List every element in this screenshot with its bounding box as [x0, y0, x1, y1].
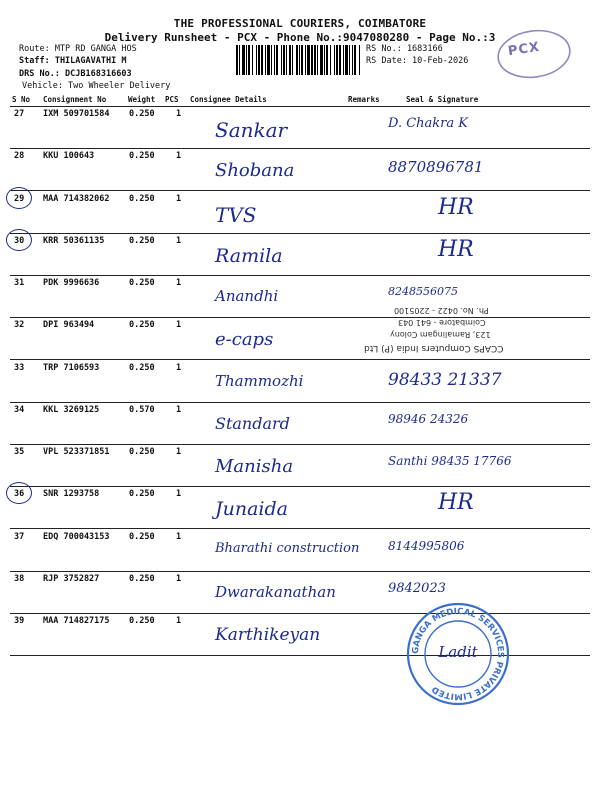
cell-consignment-no: EDQ 700043153 [43, 531, 110, 542]
consignee-handwriting: Dwarakanathan [215, 582, 336, 601]
consignee-handwriting: Thammozhi [215, 371, 304, 390]
cell-weight: 0.250 [129, 109, 155, 119]
col-consignee: Consignee Details [190, 95, 267, 104]
drs-number: DRS No.: DCJB168316603 [19, 69, 132, 79]
rs-number: RS No.: 1683166 [366, 44, 443, 54]
svg-text:GANGA MEDICAL SERVICES PRIVATE: GANGA MEDICAL SERVICES PRIVATE LIMITED [410, 606, 506, 702]
consignee-handwriting: Anandhi [215, 287, 279, 305]
cell-pcs: 1 [176, 193, 182, 204]
cell-consignment-no: IXM 509701584 [43, 109, 110, 119]
table-row [10, 444, 590, 487]
cell-consignment-no: MAA 714382062 [43, 193, 110, 204]
signature-handwriting: D. Chakra K [388, 116, 468, 131]
route-label: Route: MTP RD GANGA HOS [19, 44, 137, 54]
consignee-handwriting: Standard [215, 413, 290, 433]
cell-weight: 0.250 [129, 362, 155, 373]
table-header [10, 92, 590, 107]
ccaps-line-3: Coimbatore - 641 043 [398, 318, 486, 327]
cell-pcs: 1 [176, 489, 182, 500]
cell-weight: 0.250 [129, 193, 155, 204]
consignee-handwriting: Sankar [215, 118, 288, 142]
cell-consignment-no: VPL 523371851 [43, 447, 110, 457]
cell-sno: 29 [14, 193, 25, 204]
signature-handwriting: HR [438, 236, 474, 262]
signature-handwriting: 98946 24326 [388, 411, 469, 426]
vehicle-label: Vehicle: Two Wheeler Delivery [22, 81, 171, 91]
ccaps-line-2: 123, Ramalingam Colony [390, 330, 491, 339]
cell-sno: 34 [14, 404, 25, 415]
cell-sno: 31 [14, 278, 25, 288]
ccaps-stamp [364, 302, 564, 382]
table-row [10, 106, 590, 149]
cell-weight: 0.570 [129, 404, 155, 415]
table-row [10, 148, 590, 191]
barcode-icon [236, 45, 361, 75]
cell-pcs: 1 [176, 362, 182, 373]
company-seal-icon [404, 600, 512, 708]
signature-handwriting: Santhi 98435 17766 [388, 454, 512, 468]
cell-pcs: 1 [176, 404, 182, 415]
cell-consignment-no: SNR 1293758 [43, 489, 100, 500]
consignee-handwriting: Junaida [215, 498, 288, 521]
cell-consignment-no: RJP 3752827 [43, 573, 100, 584]
cell-consignment-no: KRR 50361135 [43, 235, 105, 246]
cell-sno: 36 [14, 489, 25, 500]
cell-consignment-no: TRP 7106593 [43, 362, 100, 373]
table-row [10, 191, 590, 234]
runsheet-subtitle: Delivery Runsheet - PCX - Phone No.:9047080280 - Page No.:3 [104, 31, 496, 44]
rs-date: RS Date: 10-Feb-2026 [366, 56, 469, 66]
cell-weight: 0.250 [129, 235, 155, 246]
col-consignment: Consignment No [43, 95, 107, 104]
cell-pcs: 1 [176, 320, 182, 331]
consignee-handwriting: Bharathi construction [215, 540, 360, 556]
signature-handwriting: 8870896781 [388, 158, 484, 177]
col-seal-signature: Seal & Signature [406, 95, 479, 104]
cell-weight: 0.250 [129, 531, 155, 542]
company-title: THE PROFESSIONAL COURIERS, COIMBATORE [173, 17, 427, 30]
consignee-handwriting: Ramila [215, 244, 283, 267]
cell-pcs: 1 [176, 447, 182, 457]
table-row [10, 529, 590, 572]
cell-weight: 0.250 [129, 573, 155, 584]
pcx-stamp-text: PCX [507, 39, 541, 60]
ccaps-line-4: Ph. No. 0422 - 2205100 [394, 306, 489, 315]
cell-consignment-no: KKL 3269125 [43, 404, 100, 415]
cell-pcs: 1 [176, 531, 182, 542]
signature-handwriting: 98433 21337 [388, 369, 502, 390]
cell-sno: 27 [14, 109, 25, 119]
cell-pcs: 1 [176, 278, 182, 288]
consignee-handwriting: e-caps [215, 329, 274, 351]
cell-consignment-no: PDK 9996636 [43, 278, 100, 288]
cell-sno: 38 [14, 573, 25, 584]
cell-pcs: 1 [176, 573, 182, 584]
cell-sno: 37 [14, 531, 25, 542]
col-pcs: PCS [165, 95, 179, 104]
signature-handwriting: HR [438, 194, 474, 220]
signature-handwriting: 8248556075 [388, 285, 458, 298]
cell-sno: 32 [14, 320, 25, 331]
ccaps-line-1: CCAPS Computers India (P) Ltd [364, 343, 504, 353]
consignee-handwriting: TVS [215, 202, 257, 227]
staff-label: Staff: THILAGAVATHI M [19, 56, 127, 66]
cell-consignment-no: MAA 714827175 [43, 616, 110, 626]
cell-consignment-no: DPI 963494 [43, 320, 95, 331]
cell-weight: 0.250 [129, 320, 155, 331]
signature-handwriting: 9842023 [388, 580, 446, 596]
col-sno: S No [12, 95, 31, 104]
cell-weight: 0.250 [129, 151, 155, 162]
cell-weight: 0.250 [129, 447, 155, 457]
cell-sno: 33 [14, 362, 25, 373]
signature-handwriting: 8144995806 [388, 538, 465, 553]
cell-weight: 0.250 [129, 616, 155, 626]
col-weight: Weight [128, 95, 156, 104]
cell-pcs: 1 [176, 151, 182, 162]
cell-pcs: 1 [176, 235, 182, 246]
cell-pcs: 1 [176, 109, 182, 119]
cell-sno: 30 [14, 235, 25, 246]
consignee-handwriting: Karthikeyan [215, 625, 321, 645]
cell-pcs: 1 [176, 616, 182, 626]
consignee-handwriting: Manisha [215, 456, 294, 477]
table-row [10, 233, 590, 276]
consignee-handwriting: Shobana [215, 160, 295, 182]
table-row [10, 402, 590, 445]
cell-sno: 39 [14, 616, 25, 626]
svg-text:Ladit: Ladit [438, 643, 478, 661]
cell-sno: 28 [14, 151, 25, 162]
table-row [10, 486, 590, 529]
signature-handwriting: HR [438, 490, 474, 516]
cell-weight: 0.250 [129, 278, 155, 288]
col-remarks: Remarks [348, 95, 380, 104]
cell-consignment-no: KKU 100643 [43, 151, 95, 162]
cell-weight: 0.250 [129, 489, 155, 500]
cell-sno: 35 [14, 447, 25, 457]
